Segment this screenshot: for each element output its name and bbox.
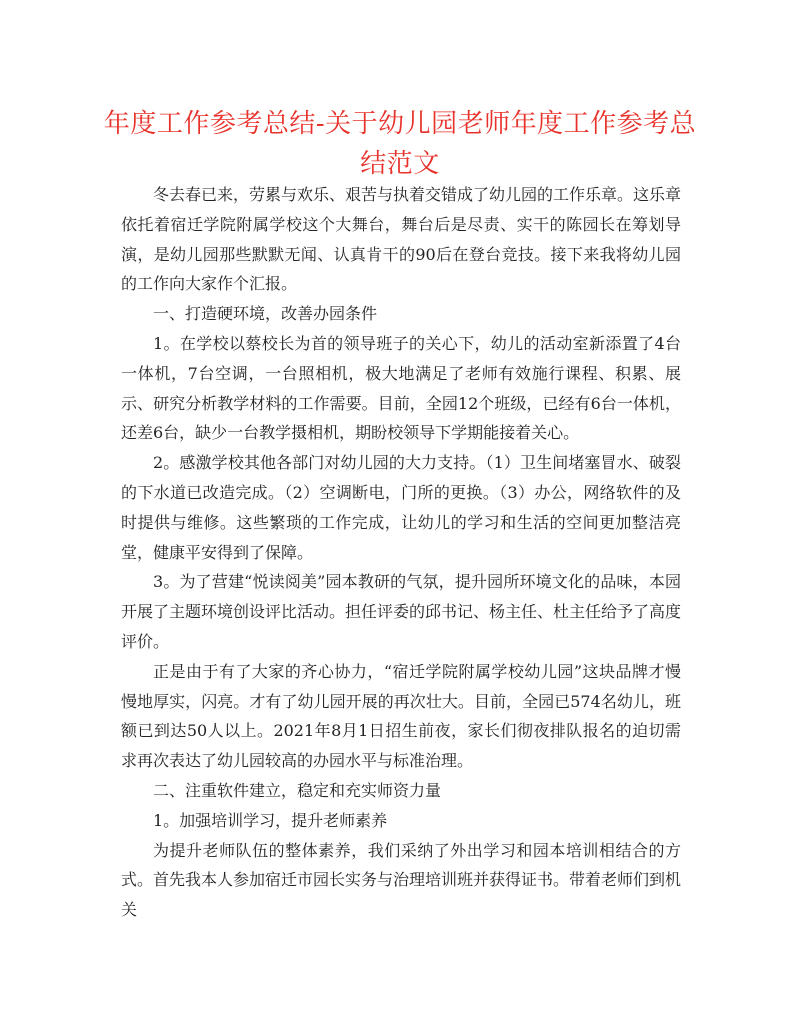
paragraph-item-1: 1。在学校以蔡校长为首的领导班子的关心下，幼儿的活动室新添置了4台一体机，7台空调，一台照相机，极大地满足了老师有效施行课程、积累、展示、研究分析教学材料的工作需要。目前，全园12个班级，已经有6台一体机，还差6台，缺少一台教学摄相机，期盼校领导下学期能接着关心。 xyxy=(121,333,681,443)
paragraph-summary: 正是由于有了大家的齐心协力，“宿迁学院附属学校幼儿园”这块品牌才慢慢地厚实，闪亮。才有了幼儿园开展的再次壮大。目前，全园已574名幼儿，班额已到达50人以上。2021年8月1日招生前夜，家长们彻夜排队报名的迫切需求再次表达了幼儿园较高的办园水平与标准治理。 xyxy=(121,661,681,771)
paragraph-item-3: 3。为了营建“悦读阅美”园本教研的气氛，提升园所环境文化的品味，本园开展了主题环境创设评比活动。担任评委的邱书记、杨主任、杜主任给予了高度评价。 xyxy=(121,572,682,651)
paragraph-intro: 冬去春已来，劳累与欢乐、艰苦与执着交错成了幼儿园的工作乐章。这乐章依托着宿迁学院附属学校这个大舞台，舞台后是尽责、实干的陈园长在筹划导演，是幼儿园那些默默无闻、认真肯干的90后在登台竞技。接下来我将幼儿园的工作向大家作个汇报。 xyxy=(121,185,682,294)
section-heading-2: 二、注重软件建立，稳定和充实师资力量 xyxy=(153,780,442,800)
document-body xyxy=(121,180,681,925)
section-heading-1: 一、打造硬环境，改善办园条件 xyxy=(153,304,378,324)
subheading-training: 1。加强培训学习，提升老师素养 xyxy=(153,810,388,830)
paragraph-training: 为提升老师队伍的整体素养，我们采纳了外出学习和园本培训相结合的方式。首先我本人参加宿迁市园长实务与治理培训班并获得证书。带着老师们到机关 xyxy=(121,840,682,920)
document-title: 年度工作参考总结-关于幼儿园老师年度工作参考总结范文 xyxy=(103,109,697,179)
paragraph-item-2: 2。感激学校其他各部门对幼儿园的大力支持。（1）卫生间堵塞冒水、破裂的下水道已改造完成。（2）空调断电，门所的更换。（3）办公，网络软件的及时提供与维修。这些繁琐的工作完成，让幼儿的学习和生活的空间更加整洁亮堂，健康平安得到了保障。 xyxy=(121,453,681,562)
